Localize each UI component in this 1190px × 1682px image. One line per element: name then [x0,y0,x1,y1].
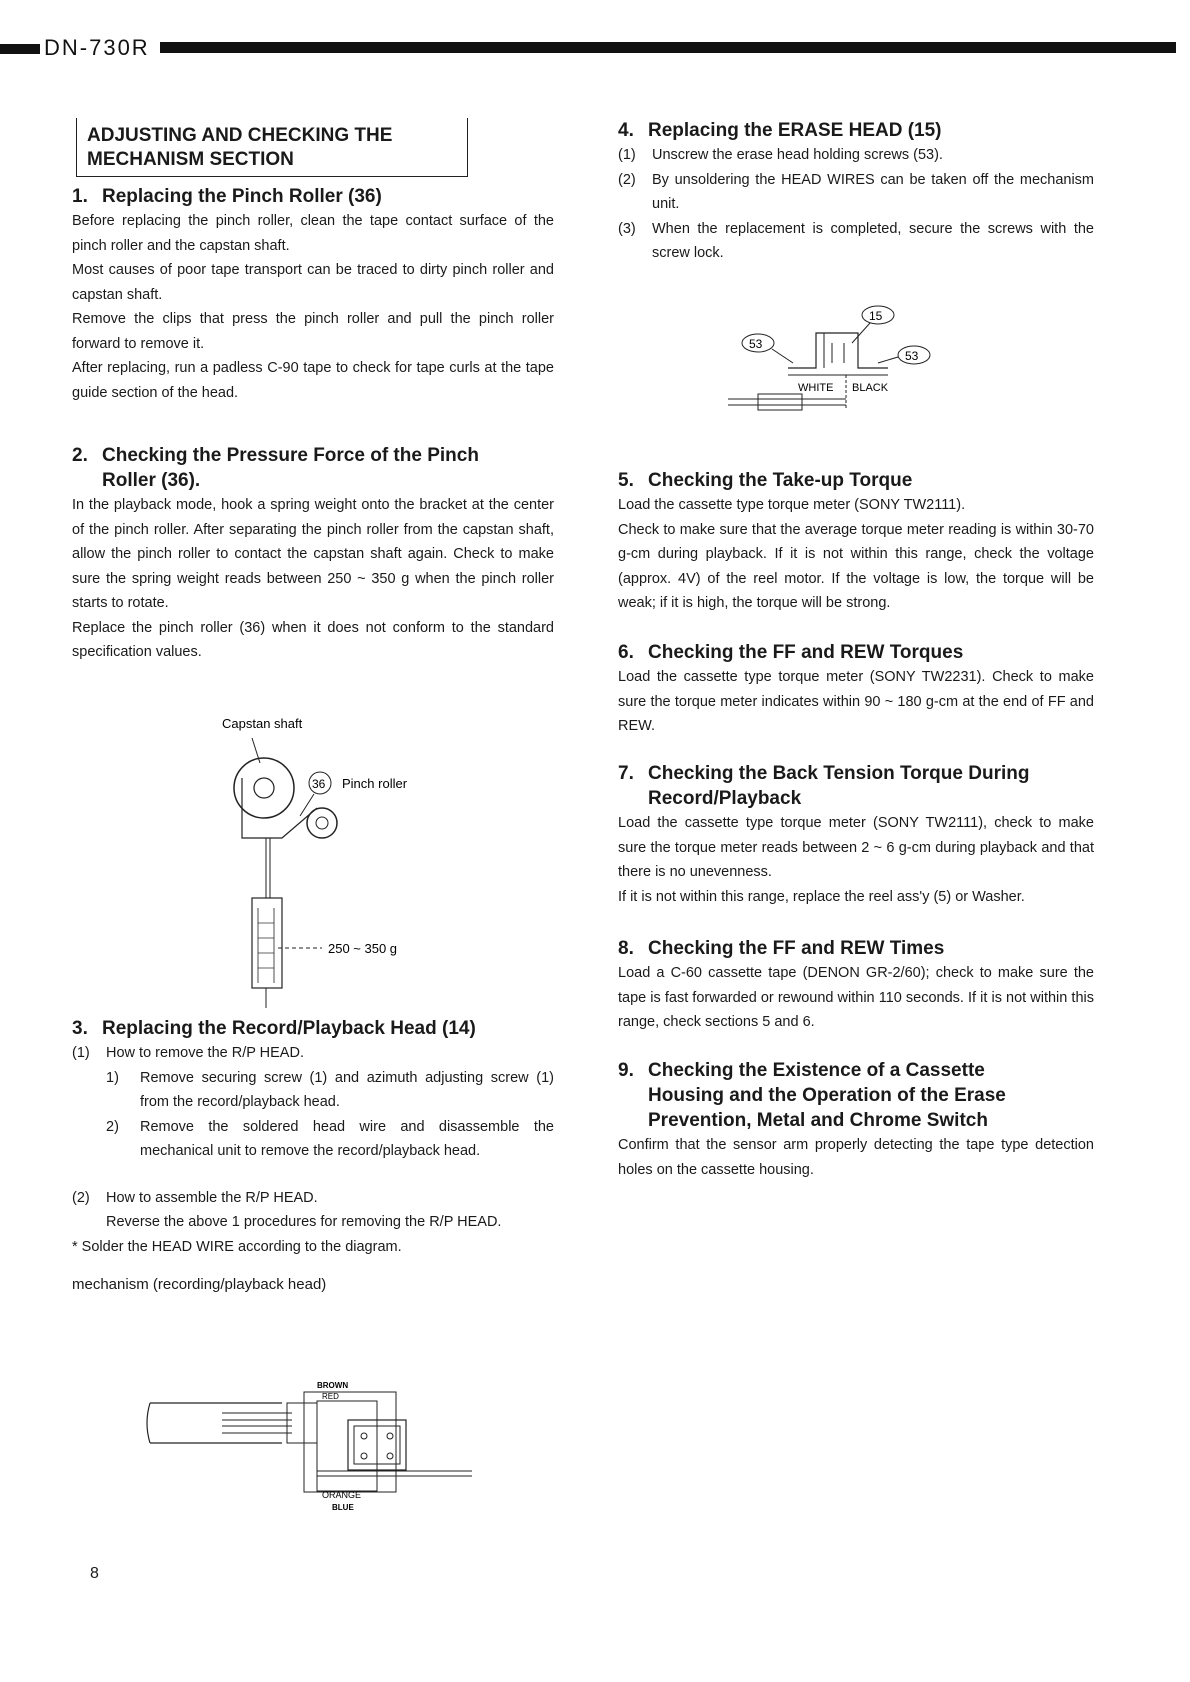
section-8-heading: 8. Checking the FF and REW Times [618,938,945,959]
section-2 [72,443,554,665]
wire-brown-label: BROWN [317,1381,349,1390]
box-title-line-1: ADJUSTING AND CHECKING THE [87,125,393,146]
capstan-shaft-label: Capstan shaft [222,716,303,731]
section-1 [72,184,554,405]
section-6-heading: 6. Checking the FF and REW Torques [618,642,964,663]
section-9-para: Confirm that the sensor arm properly detecting the tape type detection holes on the cassette housing. [618,1137,1094,1178]
wire-orange-label: ORANGE [322,1490,362,1500]
section-3 [72,1016,554,1298]
wire-red-label: RED [322,1392,339,1401]
section-8 [618,936,1094,1035]
s4-item: (2) By unsoldering the HEAD WIRES can be taken off the mechanism unit. [618,171,1094,212]
section-5 [618,468,1094,616]
section-5-para: Check to make sure that the average torque meter reading is within 30-70 g-cm during playback. If it is not within this range, check the voltage (approx. 4V) of the reel motor. If the voltage is low, the torque will be weak; if it is high, the torque will be strong. [618,521,1094,611]
section-1-para: Before replacing the pinch roller, clean the tape contact surface of the pinch roller and the capstan shaft. [72,213,554,254]
pinch-roller-label: Pinch roller [342,776,408,791]
s3-sub-2: 2) Remove the soldered head wire and disassemble the mechanical unit to remove the record/playback head. [106,1118,554,1159]
section-1-heading: 1. Replacing the Pinch Roller (36) [72,186,382,207]
section-2-para: In the playback mode, hook a spring weight onto the bracket at the center of the pinch roller. After separating the pinch roller from the capstan shaft, allow the pinch roller to contact the capstan shaft again. Check to make sure the spring weight reads between 250 ~ 350 g when the pinch roller starts to rotate. [72,497,554,611]
wire-black-label: BLACK [852,382,889,394]
box-title-line-2: MECHANISM SECTION [87,149,294,170]
s4-item: (3) When the replacement is completed, secure the screws with the screw lock. [618,220,1094,261]
callout-53-left: 53 [749,337,763,351]
section-7-heading: 7. Checking the Back Tension Torque During Record/Playback [618,763,1030,809]
s3-sub-1: 1) Remove securing screw (1) and azimuth adjusting screw (1) from the record/playback head. [106,1069,554,1110]
section-6 [618,640,1094,739]
section-7-para: Load the cassette type torque meter (SONY TW2111), check to make sure the torque meter reads between 2 ~ 6 g-cm during playback and that there is no unevenness. [618,815,1094,880]
rp-head-wiring-diagram [142,1368,492,1518]
header-bar-left [0,44,40,54]
section-6-para: Load the cassette type torque meter (SONY TW2231). Check to make sure the torque meter indicates within 90 ~ 180 g-cm at the end of FF and REW. [618,669,1094,734]
page-number: 8 [90,1565,99,1582]
weight-range-label: 250 ~ 350 g [328,941,398,956]
s3-item-2-body: Reverse the above 1 procedures for removing the R/P HEAD. [106,1214,502,1230]
wire-blue-label: BLUE [332,1503,354,1512]
s3-item-1: (1) How to remove the R/P HEAD. [72,1045,304,1061]
section-5-heading: 5. Checking the Take-up Torque [618,470,913,491]
wire-white-label: WHITE [798,382,834,394]
header-bar [0,35,1176,60]
callout-36: 36 [312,777,326,791]
s4-item: (1) Unscrew the erase head holding screws (53). [618,147,943,163]
section-2-heading: 2. Checking the Pressure Force of the Pinch Roller (36). [72,445,479,491]
box-title [76,118,468,177]
s3-note: * Solder the HEAD WIRE according to the diagram. [72,1238,402,1255]
section-1-para: Remove the clips that press the pinch roller and pull the pinch roller forward to remove it. [72,311,554,352]
model-name: DN-730R [44,35,150,60]
s3-item-2: (2) How to assemble the R/P HEAD. [72,1189,318,1206]
section-title-box [72,118,554,177]
section-9 [618,1058,1094,1182]
header-bar-right [160,42,1176,53]
section-1-para: Most causes of poor tape transport can be traced to dirty pinch roller and capstan shaft. [72,262,554,303]
section-4 [618,118,1094,266]
section-4-heading: 4. Replacing the ERASE HEAD (15) [618,120,942,141]
callout-15: 15 [869,309,883,323]
erase-head-diagram [728,303,968,413]
section-3-heading: 3. Replacing the Record/Playback Head (14) [72,1018,476,1039]
section-2-para: Replace the pinch roller (36) when it does not conform to the standard specification values. [72,619,554,660]
section-7 [618,761,1094,909]
section-9-heading: 9. Checking the Existence of a Cassette Housing and the Operation of the Erase Prevention, Metal and Chrome Switch [618,1060,1006,1131]
section-5-para: Load the cassette type torque meter (SONY TW2111). [618,497,966,513]
section-7-para: If it is not within this range, replace the reel ass'y (5) or Washer. [618,888,1025,905]
section-1-para: After replacing, run a padless C-90 tape to check for tape curls at the tape guide section of the head. [72,360,554,401]
section-8-para: Load a C-60 cassette tape (DENON GR-2/60); check to make sure the tape is fast forwarded or rewound within 110 seconds. If it is not within this range, check sections 5 and 6. [618,965,1094,1030]
rp-head-caption: mechanism (recording/playback head) [72,1276,327,1293]
callout-53-right: 53 [905,349,919,363]
